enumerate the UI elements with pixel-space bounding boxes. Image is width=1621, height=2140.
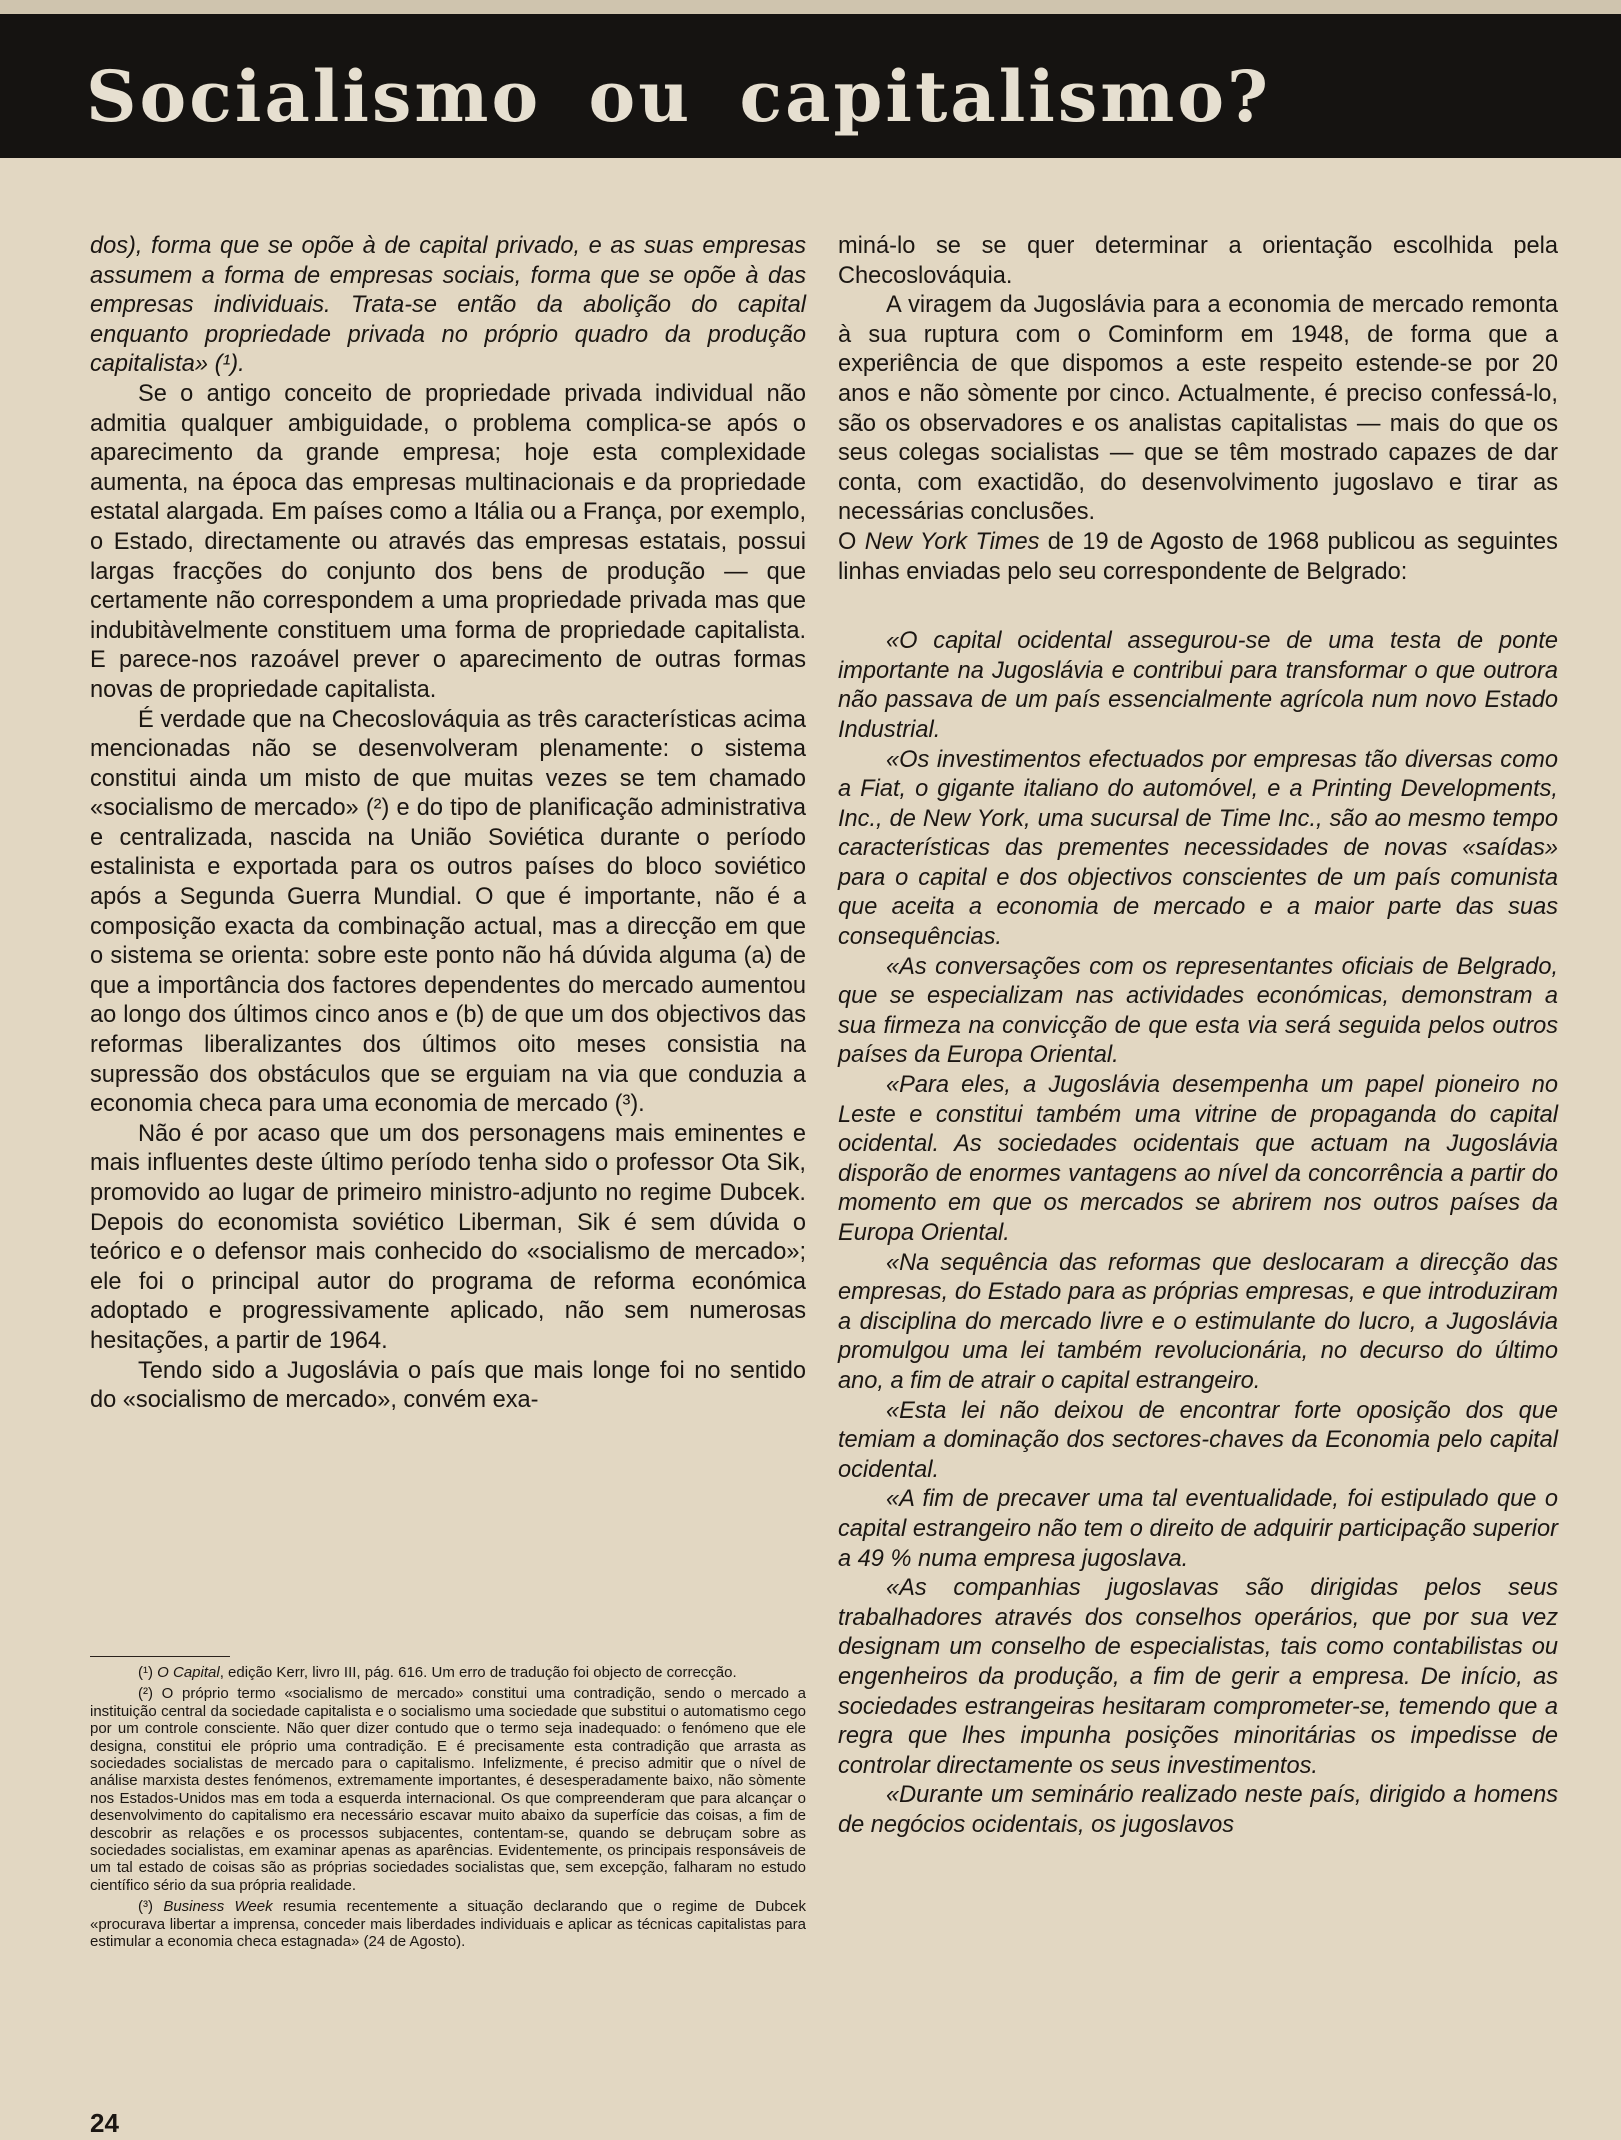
footnote-3-mark: (³) (138, 1898, 153, 1916)
footnote-1-text: , edição Kerr, livro III, pág. 616. Um erro de tradução foi objecto de correcção. (219, 1664, 737, 1681)
quote-paragraph-4: «Para eles, a Jugoslávia desempenha um papel pioneiro no Leste e constitui também uma vitrine de propaganda do capital ocidental. As sociedades ocidentais que actuam na Jugoslávia disporão de enormes vantagens ao nível da concorrência a partir do momento em que os mercados se abrirem nos outros países da Europa Oriental. (838, 1072, 1558, 1246)
right-paragraph-3 (838, 528, 1558, 587)
quote-paragraph-7: «A fim de precaver uma tal eventualidade, foi estipulado que o capital estrangeiro não tem o direito de adquirir participação superior a 49 % numa empresa jugoslava. (838, 1486, 1558, 1572)
newspaper-name: New York Times (864, 528, 1040, 555)
left-paragraph-3: É verdade que na Checoslováquia as três características acima mencionadas não se desenvolveram plenamente: o sistema constitui ainda um misto de que muitas vezes se tem chamado «socialismo de mercado» (²) e do tipo de planificação administrativa e centralizada, nascida na União Soviética durante o período estalinista e exportada para os outros países do bloco soviético após a Segunda Guerra Mundial. O que é importante, não é a composição exacta da combinação actual, mas a direcção em que o sistema se orienta: sobre este ponto não há dúvida alguma (a) de que a importância dos factores dependentes do mercado aumentou ao longo dos últimos cinco anos e (b) de que um dos objectivos das reformas liberalizantes dos últimos oito meses consistia na supressão dos obstáculos que se erguiam na via que conduzia a economia checa para uma economia de mercado (³). (90, 706, 806, 1118)
footnote-rule (90, 1656, 230, 1657)
quote-paragraph-9: «Durante um seminário realizado neste país, dirigido a homens de negócios ocidentais, os jugoslavos (838, 1782, 1558, 1838)
footnotes (90, 1664, 806, 1955)
left-paragraph-4: Não é por acaso que um dos personagens mais eminentes e mais influentes deste último período tenha sido o professor Ota Sik, promovido ao lugar de primeiro ministro-adjunto no regime Dubcek. Depois do economista soviético Liberman, Sik é sem dúvida o teórico e o defensor mais conhecido do «socialismo de mercado»; ele foi o principal autor do programa de reforma económica adoptado e progressivamente aplicado, não sem numerosas hesitações, a partir de 1964. (90, 1120, 806, 1354)
quote-paragraph-1: «O capital ocidental assegurou-se de uma testa de ponte importante na Jugoslávia e contribui para transformar o que outrora não passava de um país essencialmente agrícola num novo Estado Industrial. (838, 628, 1558, 743)
quote-paragraph-2: «Os investimentos efectuados por empresas tão diversas como a Fiat, o gigante italiano do automóvel, e a Printing Developments, Inc., de New York, uma sucursal de Time Inc., são ao mesmo tempo características das prementes necessidades de novas «saídas» para o capital e dos objectivos conscientes de um país comunista que aceita a economia de mercado e a maior parte das suas consequências. (838, 746, 1558, 951)
footnote-2 (90, 1685, 806, 1894)
quote-paragraph-5: «Na sequência das reformas que deslocaram a direcção das empresas, do Estado para as próprias empresas, e que introduziram a disciplina do mercado livre e o estimulante do lucro, a Jugoslávia promulgou uma lei também revolucionária, no decurso do último ano, a fim de atrair o capital estrangeiro. (838, 1249, 1558, 1394)
footnote-1-mark: (¹) (138, 1664, 153, 1681)
footnote-2-text: O próprio termo «socialismo de mercado» constitui uma contradição, sendo o mercado a instituição central da sociedade capitalista e o socialismo uma sociedade que substitui o automatismo cego por um controle consciente. Não quer dizer contudo que o termo seja inadequado: o fenómeno que ele designa, constitui ele próprio uma contradição. E é precisamente esta contradição que arrasta as sociedades socialistas de mercado para o capitalismo. Infelizmente, é preciso admitir que o nível de análise marxista destes fenómenos, extremamente importantes, é desesperadamente baixo, não sòmente nos Estados-Unidos mas em toda a esquerda internacional. Os que compreenderam que para alcançar o desenvolvimento do capitalismo era necessário escavar muito abaixo da superfície das coisas, a fim de descobrir as relações e os processos subjacentes, contentam-se, quando se debruçam sobre as sociedades socialistas, em examinar apenas as aparências. Evidentemente, os principais responsáveis de um tal estado de coisas são as próprias sociedades socialistas que, sem excepção, falharam no estudo científico sério da sua própria realidade. (90, 1685, 806, 1894)
quote-gap (838, 587, 1558, 627)
quote-paragraph-6: «Esta lei não deixou de encontrar forte oposição dos que temiam a dominação dos sectores-chaves da Economia pelo capital ocidental. (838, 1397, 1558, 1483)
page-number: 24 (90, 2108, 119, 2138)
title-banner (0, 14, 1621, 158)
quote-paragraph-8: «As companhias jugoslavas são dirigidas pelos seus trabalhadores através dos conselhos operários, que por sua vez designam um conselho de especialistas, tais como contabilistas ou engenheiros da produção, a fim de gerir a empresa. De início, as sociedades estrangeiras hesitaram comprometer-se, temendo que a regra que lhes impunha posições minoritárias os impedisse de controlar directamente os seus investimentos. (838, 1575, 1558, 1779)
footnote-3-title: Business Week (163, 1898, 273, 1916)
left-paragraph-2: Se o antigo conceito de propriedade privada individual não admitia qualquer ambiguidade, o problema complica-se após o aparecimento da grande empresa; hoje esta complexidade aumenta, na época das empresas multinacionais e da propriedade estatal alargada. Em países como a Itália ou a França, por exemplo, o Estado, directamente ou através das empresas estatais, possui largas fracções do conjunto dos bens de produção — que certamente não correspondem a uma propriedade privada mas que indubitàvelmente constituem uma forma de propriedade capitalista. E parece-nos razoável prever o aparecimento de outras formas novas de propriedade capitalista. (90, 380, 806, 703)
right-column (838, 232, 1558, 1840)
right-paragraph-2: A viragem da Jugoslávia para a economia de mercado remonta à sua ruptura com o Cominform em 1948, de forma que a experiência de que dispomos a este respeito estende-se por 20 anos e não sòmente por cinco. Actualmente, é preciso confessá-lo, são os observadores e os analistas capitalistas — mais do que os seus colegas socialistas — que se têm mostrado capazes de dar conta, com exactidão, do desenvolvimento jugoslavo e tirar as necessárias conclusões. (838, 292, 1558, 526)
right-paragraph-1: miná-lo se se quer determinar a orientação escolhida pela Checoslováquia. (838, 233, 1558, 289)
page-title: Socialismo ou capitalismo? (86, 55, 1272, 138)
right-paragraph-3-pre: O (838, 528, 865, 555)
footnote-2-mark: (²) (138, 1685, 153, 1703)
right-paragraph-3-post: de 19 de Agosto de 1968 publicou as seguintes linhas enviadas pelo seu correspondente de Belgrado: (838, 528, 1558, 585)
footnote-1 (90, 1664, 806, 1681)
footnote-3-text: resumia recentemente a situação declarando que o regime de Dubcek «procurava libertar a imprensa, conceder mais liberdades individuais e aplicar as técnicas capitalistas para estimular a economia checa estagnada» (24 de Agosto). (90, 1898, 807, 1951)
left-paragraph-1: dos), forma que se opõe à de capital privado, e as suas empresas assumem a forma de empresas sociais, forma que se opõe à das empresas individuais. Trata-se então da abolição do capital enquanto propriedade privada no próprio quadro da produção capitalista» (¹). (90, 233, 806, 378)
footnote-1-title: O Capital (157, 1664, 220, 1681)
quote-paragraph-3: «As conversações com os representantes oficiais de Belgrado, que se especializam nas actividades económicas, demonstram a sua firmeza na convicção de que esta via será seguida pelos outros países da Europa Oriental. (838, 953, 1558, 1069)
footnote-3 (90, 1898, 806, 1950)
left-paragraph-5: Tendo sido a Jugoslávia o país que mais longe foi no sentido do «socialismo de mercado», convém exa- (90, 1357, 806, 1414)
page-top-edge (0, 0, 1621, 14)
left-column (90, 232, 806, 1416)
